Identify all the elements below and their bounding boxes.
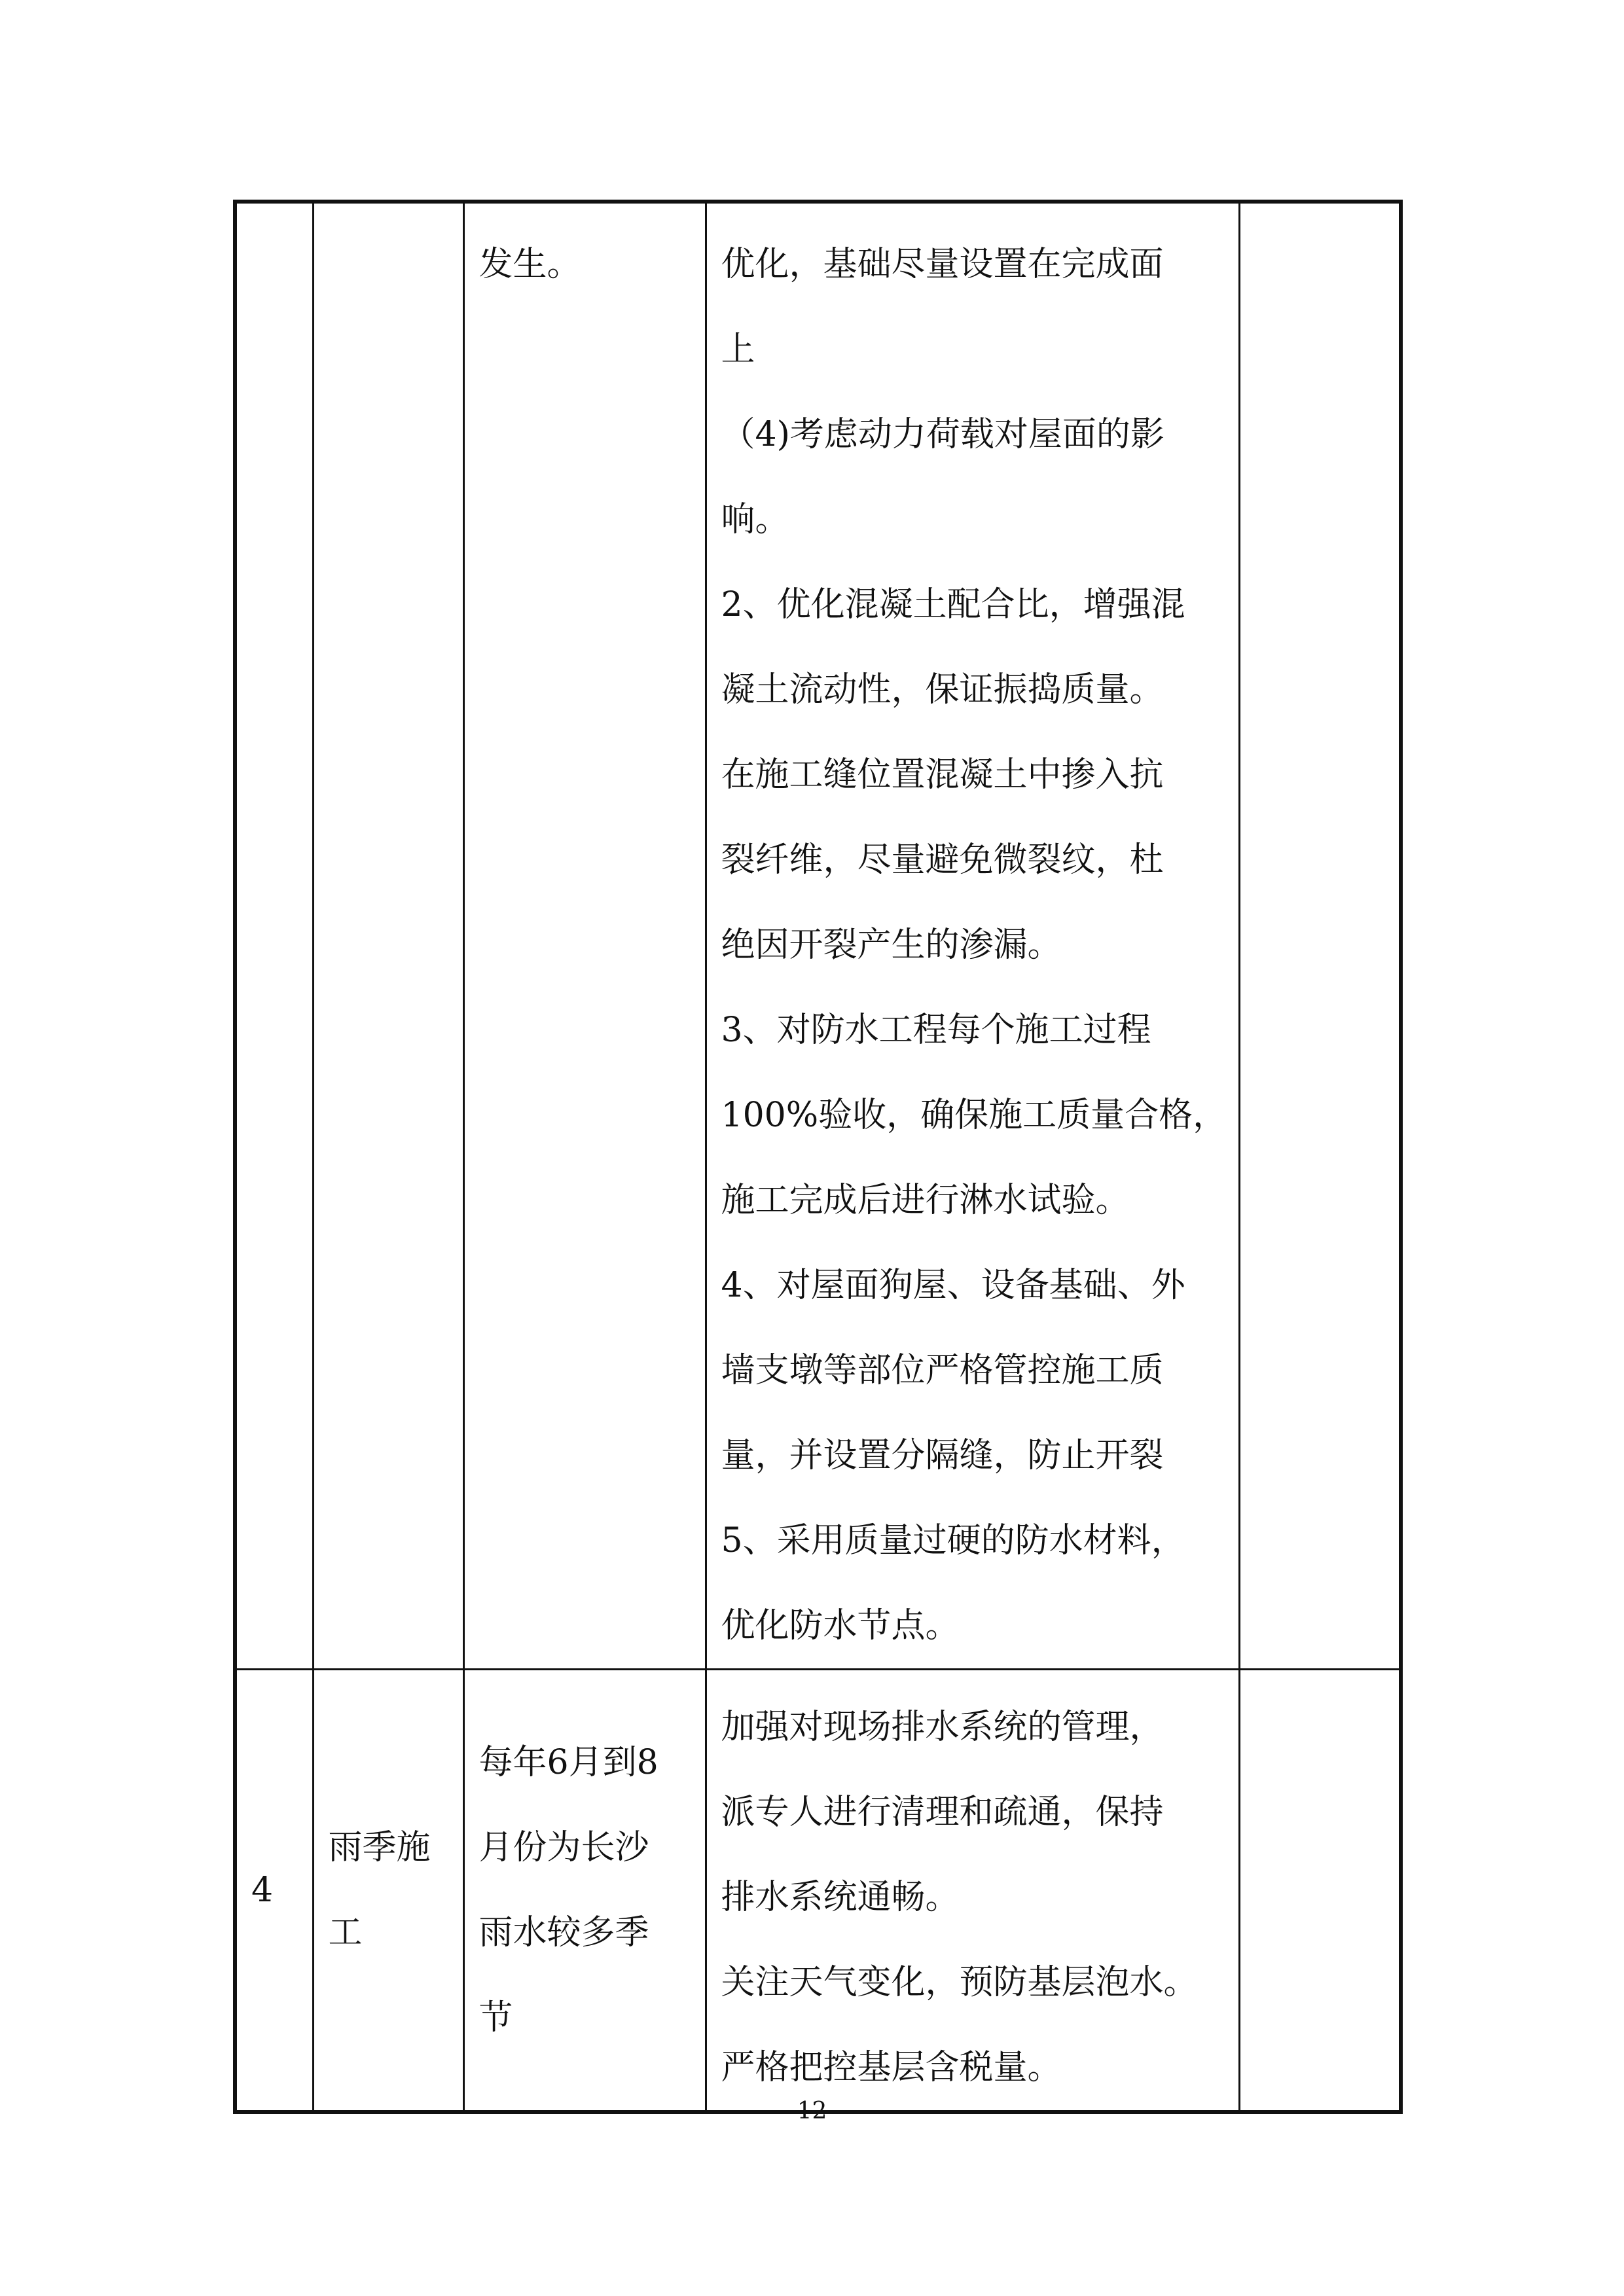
measure-line: 裂纤维，尽量避免微裂纹，杜 [721, 840, 1164, 880]
condition-cell [463, 202, 706, 1670]
condition-line: 节 [478, 1998, 513, 2037]
item-name-cell [313, 1670, 463, 2113]
measure-line: 100%验收，确保施工质量合格， [721, 1096, 1227, 1135]
measure-line: 加强对现场排水系统的管理， [721, 1708, 1164, 1747]
table-row [235, 1670, 1401, 2113]
item-name-line: 工 [328, 1913, 363, 1952]
risk-measures-table [233, 200, 1403, 2114]
remarks-cell [1239, 1670, 1401, 2113]
measure-line: 严格把控基层含税量。 [721, 2048, 1062, 2087]
remarks-cell [1239, 202, 1401, 1670]
measure-line: 响。 [721, 500, 789, 539]
measure-line: 量，并设置分隔缝，防止开裂 [721, 1436, 1164, 1475]
measure-line: 2、优化混凝土配合比，增强混 [721, 585, 1185, 624]
item-name-line: 雨季施 [328, 1828, 431, 1867]
measure-line: 优化防水节点。 [721, 1606, 960, 1645]
measure-line: （4)考虑动力荷载对屋面的影 [721, 415, 1164, 454]
condition-cell [463, 1670, 706, 2113]
measures-text [707, 1670, 1238, 2110]
measure-line: 派专人进行清理和疏通，保持 [721, 1793, 1164, 1832]
measure-line: 墙支墩等部位严格管控施工质 [721, 1351, 1164, 1390]
item-name [314, 1805, 463, 1975]
condition-line: 每年6月到8 [478, 1743, 659, 1782]
measure-line: 3、对防水工程每个施工过程 [721, 1011, 1151, 1050]
row-number-cell [235, 202, 313, 1670]
measure-line: 凝土流动性，保证振捣质量。 [721, 670, 1164, 709]
row-number: 4 [251, 1871, 274, 1910]
measures-cell [706, 202, 1239, 1670]
measure-line: 4、对屋面狗屋、设备基础、外 [721, 1266, 1185, 1305]
measure-line: 5、采用质量过硬的防水材料， [721, 1521, 1185, 1560]
measure-line: 在施工缝位置混凝土中掺入抗 [721, 755, 1164, 795]
table-row [235, 202, 1401, 1670]
measure-line: 绝因开裂产生的渗漏。 [721, 925, 1062, 965]
item-name-cell [313, 202, 463, 1670]
condition-line: 月份为长沙 [478, 1828, 649, 1867]
condition-text: 发生。 [478, 245, 581, 284]
measure-line: 上 [721, 330, 755, 369]
measures-text [707, 204, 1238, 1668]
row-number-cell [235, 1670, 313, 2113]
page-number: 12 [797, 2098, 827, 2125]
measures-cell [706, 1670, 1239, 2113]
condition-text [465, 1720, 705, 2060]
condition-line: 雨水较多季 [478, 1913, 649, 1952]
measure-line: 优化，基础尽量设置在完成面 [721, 245, 1164, 284]
measure-line: 施工完成后进行淋水试验。 [721, 1181, 1130, 1220]
measure-line: 排水系统通畅。 [721, 1878, 960, 1917]
measure-line: 关注天气变化，预防基层泡水。 [721, 1963, 1198, 2002]
